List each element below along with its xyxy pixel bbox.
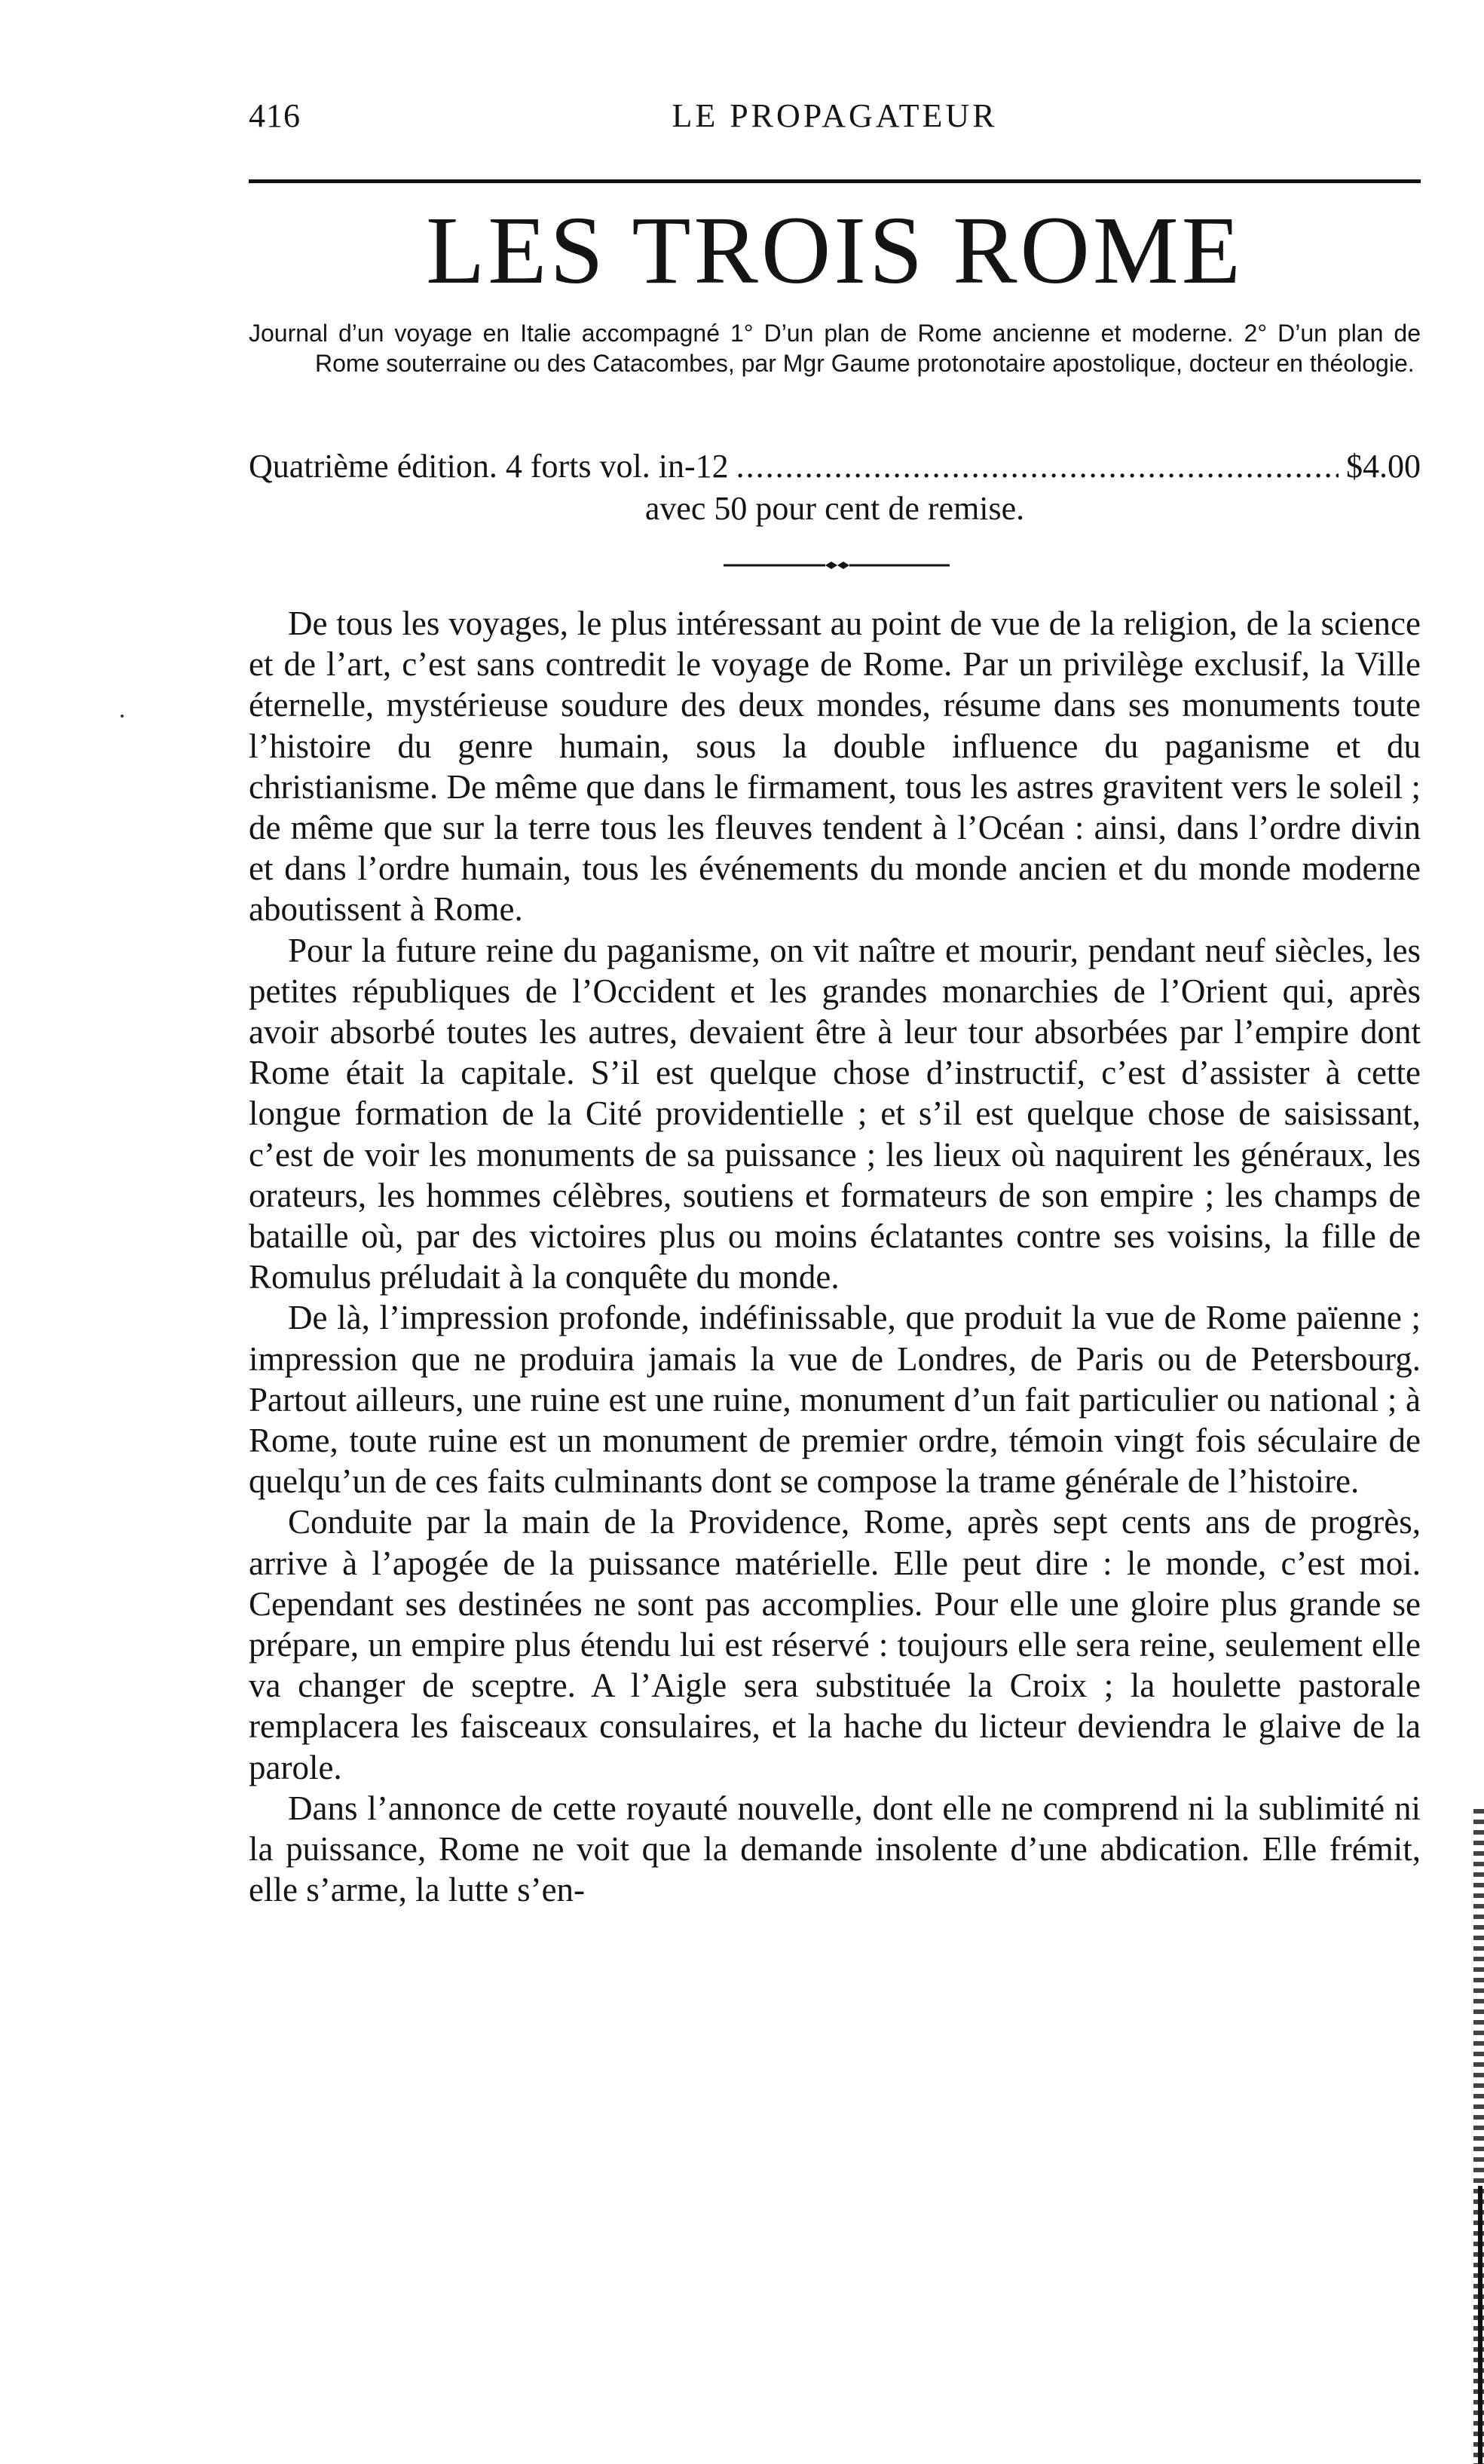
advertised-book-description: Journal d’un voyage en Italie accompagné 1° D’un plan de Rome ancienne et moderne. 2° D’un plan de Rome souterraine ou des Catacombes, par Mgr Gaume protonotaire apostolique, docteur en théologie. [249, 320, 1421, 377]
edition-price-line [249, 446, 1421, 487]
article-body [249, 603, 1421, 1911]
section-divider-ornament [724, 561, 950, 570]
margin-speck [121, 715, 124, 718]
discount-note: avec 50 pour cent de remise. [644, 490, 1025, 527]
edition-price: $4.00 [1346, 448, 1421, 485]
body-paragraph: Dans l’annonce de cette royauté nouvelle, dont elle ne comprend ni la sublimité ni la puissance, Rome ne voit que la demande insolente d’une abdication. Elle frémit, elle s’arme, la lutte s’en- [249, 1789, 1421, 1909]
edition-label: Quatrième édition. 4 forts vol. in-12 [249, 448, 729, 485]
body-paragraph: De tous les voyages, le plus intéressant au point de vue de la religion, de la science et de l’art, c’est sans contredit le voyage de Rome. Par un privilège exclusif, la Ville éternelle, mystérieuse soudure des deux mondes, résume dans ses monuments toute l’histoire du genre humain, sous la double influence du paganisme et du christianisme. De même que dans le firmament, tous les astres gravitent vers le soleil ; de même que sur la terre tous les fleuves tendent à l’Océan : ainsi, dans l’ordre divin et dans l’ordre humain, tous les événements du monde ancien et du monde moderne aboutissent à Rome. [249, 605, 1421, 929]
running-head [249, 96, 1421, 142]
body-paragraph: De là, l’impression profonde, indéfinissable, que produit la vue de Rome païenne ; impression que ne produira jamais la vue de Londres, de Paris ou de Petersbourg. Partout ailleurs, une ruine est une ruine, monument d’un fait particulier ou national ; à Rome, toute ruine est un monument de premier ordre, témoin vingt fois séculaire de quelqu’un de ces faits culminants dont se compose la trame générale de l’histoire. [249, 1299, 1421, 1501]
advertised-book-title: LES TROIS ROME [426, 197, 1244, 304]
header-rule [249, 179, 1421, 183]
body-paragraph: Conduite par la main de la Providence, Rome, après sept cents ans de progrès, arrive à l’apogée de la puissance matérielle. Elle peut dire : le monde, c’est moi. Cependant ses destinées ne sont pas accomplies. Pour elle une gloire plus grande se prépare, un empire plus étendu lui est réservé : toujours elle sera reine, seulement elle va changer de sceptre. A l’Aigle sera substituée la Croix ; la houlette pastorale remplacera les faisceaux consulaires, et la hache du licteur deviendra le glaive de la parole. [249, 1503, 1421, 1786]
page-number: 416 [249, 97, 301, 134]
body-paragraph: Pour la future reine du paganisme, on vit naître et mourir, pendant neuf siècles, les petites républiques de l’Occident et les grandes monarchies de l’Orient qui, après avoir absorbé toutes les autres, devaient être à leur tour absorbées par l’empire dont Rome était la capitale. S’il est quelque chose d’instructif, c’est d’assister à cette longue formation de la Cité providentielle ; et s’il est quelque chose de saisissant, c’est de voir les monuments de sa puissance ; les lieux où naquirent les généraux, les orateurs, les hommes célèbres, soutiens et formateurs de son empire ; les champs de bataille où, par des victoires plus ou moins éclatantes contre ses voisins, la fille de Romulus préludait à la conquête du monde. [249, 931, 1421, 1296]
scan-edge-shadow-solid [1478, 2186, 1482, 2464]
dot-leader [736, 446, 1339, 487]
journal-name: LE PROPAGATEUR [672, 97, 998, 134]
